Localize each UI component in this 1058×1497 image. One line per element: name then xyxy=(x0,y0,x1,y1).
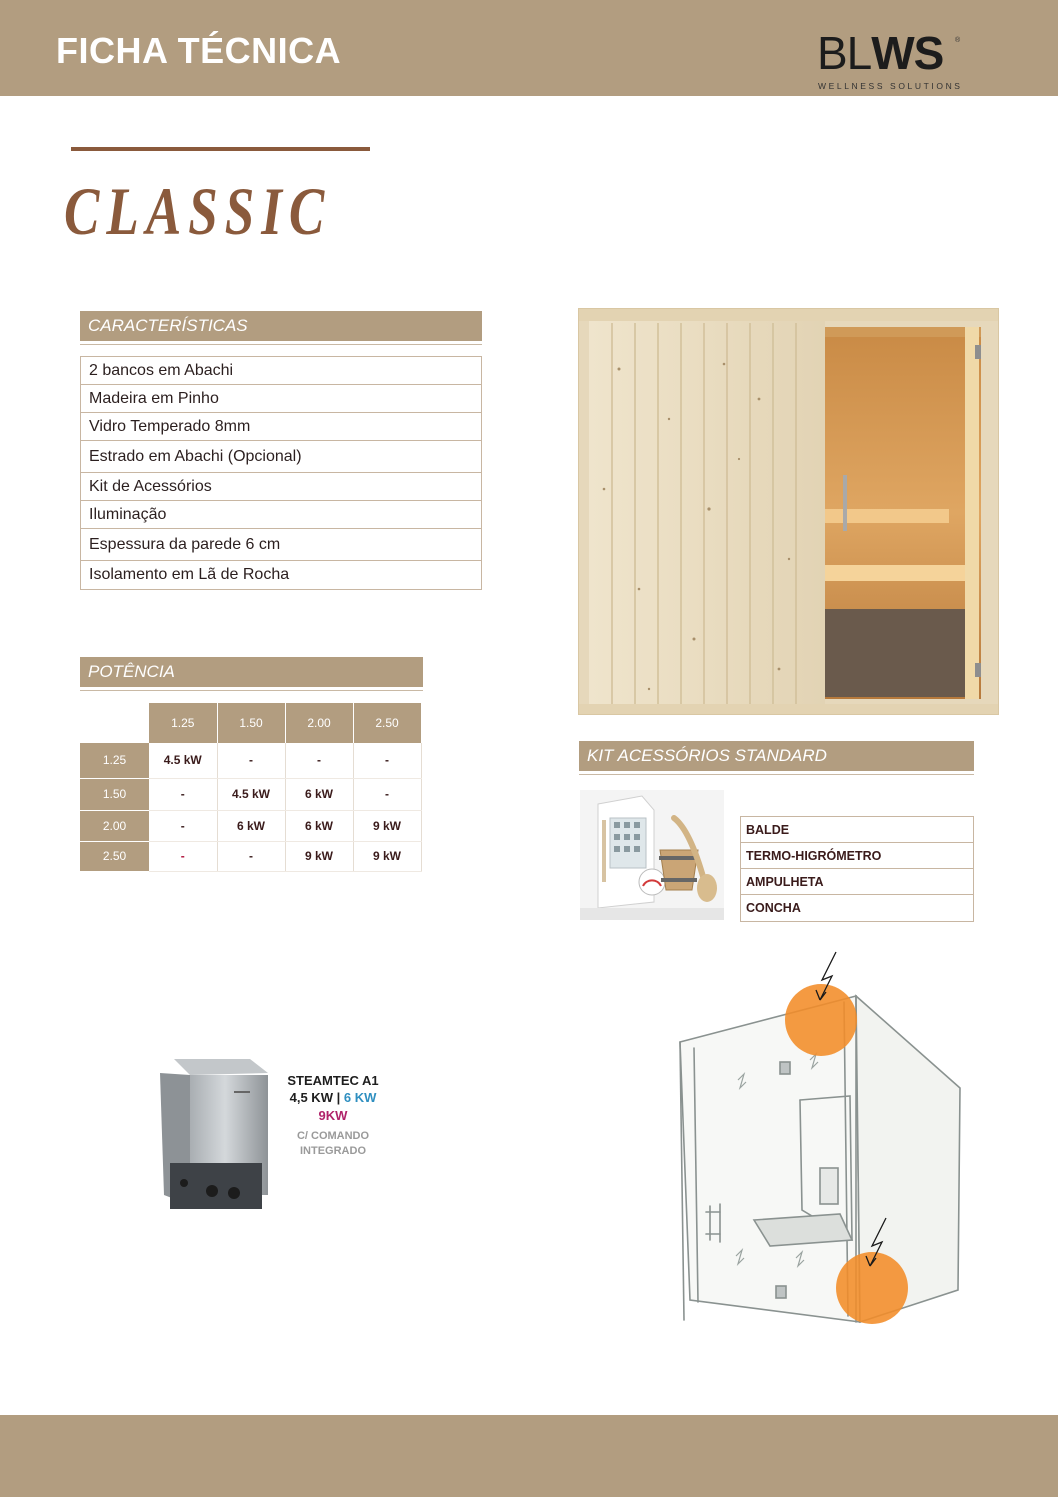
blws-logo xyxy=(817,27,967,94)
heater-power-1: 4,5 KW xyxy=(289,1090,333,1105)
feature-item: Madeira em Pinho xyxy=(81,385,481,413)
logo-wordmark xyxy=(817,27,944,79)
power-cell: - xyxy=(149,810,217,841)
heater-info xyxy=(270,1072,396,1159)
heater-illustration xyxy=(156,1055,274,1213)
feature-item: Estrado em Abachi (Opcional) xyxy=(81,441,481,473)
heater-note-line-1: C/ COMANDO xyxy=(296,1130,370,1142)
heater-note xyxy=(270,1129,396,1159)
heater-power-2: 6 KW xyxy=(343,1090,377,1105)
power-col-header: 1.25 xyxy=(149,703,217,743)
sauna-photo xyxy=(578,308,999,715)
heater-power-line-2 xyxy=(270,1107,396,1125)
power-heading: POTÊNCIA xyxy=(80,657,423,687)
heater-note-line-2: INTEGRADO xyxy=(300,1145,366,1157)
feature-item: 2 bancos em Abachi xyxy=(81,357,481,385)
accessory-item: CONCHA xyxy=(746,901,801,915)
power-cell: 9 kW xyxy=(285,841,353,871)
accessories-list xyxy=(740,816,974,922)
accessory-item: BALDE xyxy=(741,817,973,843)
power-cell: - xyxy=(353,778,421,810)
accessories-kit-photo xyxy=(580,790,724,920)
power-col-header: 2.50 xyxy=(353,703,421,743)
power-cell: 9 kW xyxy=(353,841,421,871)
power-header-row xyxy=(80,703,421,743)
power-row xyxy=(80,810,421,841)
power-row-header: 2.00 xyxy=(80,810,149,841)
power-row xyxy=(80,743,421,778)
power-row xyxy=(80,778,421,810)
logo-registered-mark: ® xyxy=(955,37,961,44)
power-cell: - xyxy=(149,841,217,871)
heater-power-3: 9KW xyxy=(318,1108,348,1123)
power-cell: - xyxy=(285,743,353,778)
marker-circle-top xyxy=(785,984,857,1056)
sketch-illustration xyxy=(660,950,980,1370)
sauna-sketch xyxy=(660,950,980,1370)
power-cell: - xyxy=(217,743,285,778)
feature-item: Kit de Acessórios xyxy=(81,473,481,501)
heater-power-line xyxy=(270,1089,396,1107)
kit-illustration xyxy=(580,790,724,920)
power-cell: - xyxy=(217,841,285,871)
power-col-header: 2.00 xyxy=(285,703,353,743)
heater-photo xyxy=(156,1055,274,1213)
power-cell: 9 kW xyxy=(353,810,421,841)
feature-item: Vidro Temperado 8mm xyxy=(81,413,481,441)
power-cell: 6 kW xyxy=(285,810,353,841)
power-cell: - xyxy=(149,778,217,810)
logo-bold-text: WS xyxy=(871,27,944,79)
accessory-item: TERMO-HIGRÓMETRO xyxy=(741,843,973,869)
feature-item: Iluminação xyxy=(81,501,481,529)
power-cell: 4.5 kW xyxy=(217,778,285,810)
accessories-heading: KIT ACESSÓRIOS STANDARD xyxy=(579,741,974,771)
logo-tagline: WELLNESS SOLUTIONS xyxy=(818,81,963,91)
feature-item: Isolamento em Lã de Rocha xyxy=(89,566,290,583)
accessory-item: AMPULHETA xyxy=(741,869,973,895)
power-row-header: 2.50 xyxy=(80,841,149,871)
footer-band xyxy=(0,1415,1058,1497)
heater-power-separator: | xyxy=(336,1090,341,1105)
power-cell: 6 kW xyxy=(285,778,353,810)
features-list xyxy=(80,356,482,590)
power-corner-cell xyxy=(80,703,149,743)
title-rule xyxy=(71,147,370,151)
feature-item: Espessura da parede 6 cm xyxy=(81,529,481,561)
power-cell: 4.5 kW xyxy=(149,743,217,778)
power-row xyxy=(80,841,421,871)
features-heading: CARACTERÍSTICAS xyxy=(80,311,482,341)
power-row-header: 1.25 xyxy=(80,743,149,778)
sauna-illustration xyxy=(579,309,999,715)
page-title: FICHA TÉCNICA xyxy=(56,30,342,71)
power-cell: - xyxy=(353,743,421,778)
power-col-header: 1.50 xyxy=(217,703,285,743)
heater-name: STEAMTEC A1 xyxy=(287,1073,379,1088)
power-table xyxy=(80,703,422,872)
product-title: CLASSIC xyxy=(64,173,332,249)
power-row-header: 1.50 xyxy=(80,778,149,810)
logo-thin-text: BL xyxy=(817,27,872,79)
power-cell: 6 kW xyxy=(217,810,285,841)
